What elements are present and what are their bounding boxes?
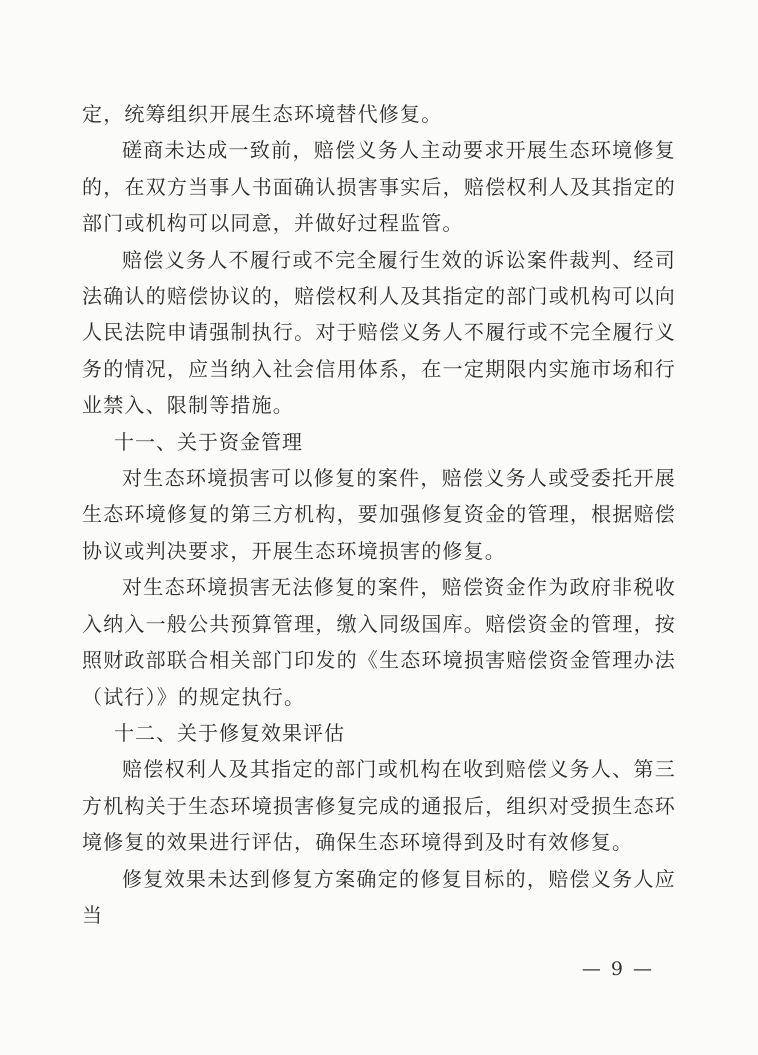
paragraph: 定，统筹组织开展生态环境替代修复。 xyxy=(82,102,443,126)
paragraph: 修复效果未达到修复方案确定的修复目标的，赔偿义务人应当 xyxy=(82,866,676,927)
paragraph: 赔偿权利人及其指定的部门或机构在收到赔偿义务人、第三方机构关于生态环境损害修复完成的通报后，组织对受损生态环境修复的效果进行评估，确保生态环境得到及时有效修复。 xyxy=(82,757,676,855)
paragraph: 对生态环境损害无法修复的案件，赔偿资金作为政府非税收入纳入一般公共预算管理，缴入同级国库。赔偿资金的管理，按照财政部联合相关部门印发的《生态环境损害赔偿资金管理办法（试行）》的规定执行。 xyxy=(82,575,676,709)
section-heading: 十二、关于修复效果评估 xyxy=(114,720,345,745)
section-heading: 十一、关于资金管理 xyxy=(114,429,303,454)
paragraph: 赔偿义务人不履行或不完全履行生效的诉讼案件裁判、经司法确认的赔偿协议的，赔偿权利人及其指定的部门或机构可以向人民法院申请强制执行。对于赔偿义务人不履行或不完全履行义务的情况，应当纳入社会信用体系，在一定期限内实施市场和行业禁入、限制等措施。 xyxy=(82,247,676,418)
paragraph: 磋商未达成一致前，赔偿义务人主动要求开展生态环境修复的，在双方当事人书面确认损害事实后，赔偿权利人及其指定的部门或机构可以同意，并做好过程监管。 xyxy=(82,138,676,236)
page-number: — 9 — xyxy=(581,958,654,980)
paragraph: 对生态环境损害可以修复的案件，赔偿义务人或受委托开展生态环境修复的第三方机构，要加强修复资金的管理，根据赔偿协议或判决要求，开展生态环境损害的修复。 xyxy=(82,466,676,563)
